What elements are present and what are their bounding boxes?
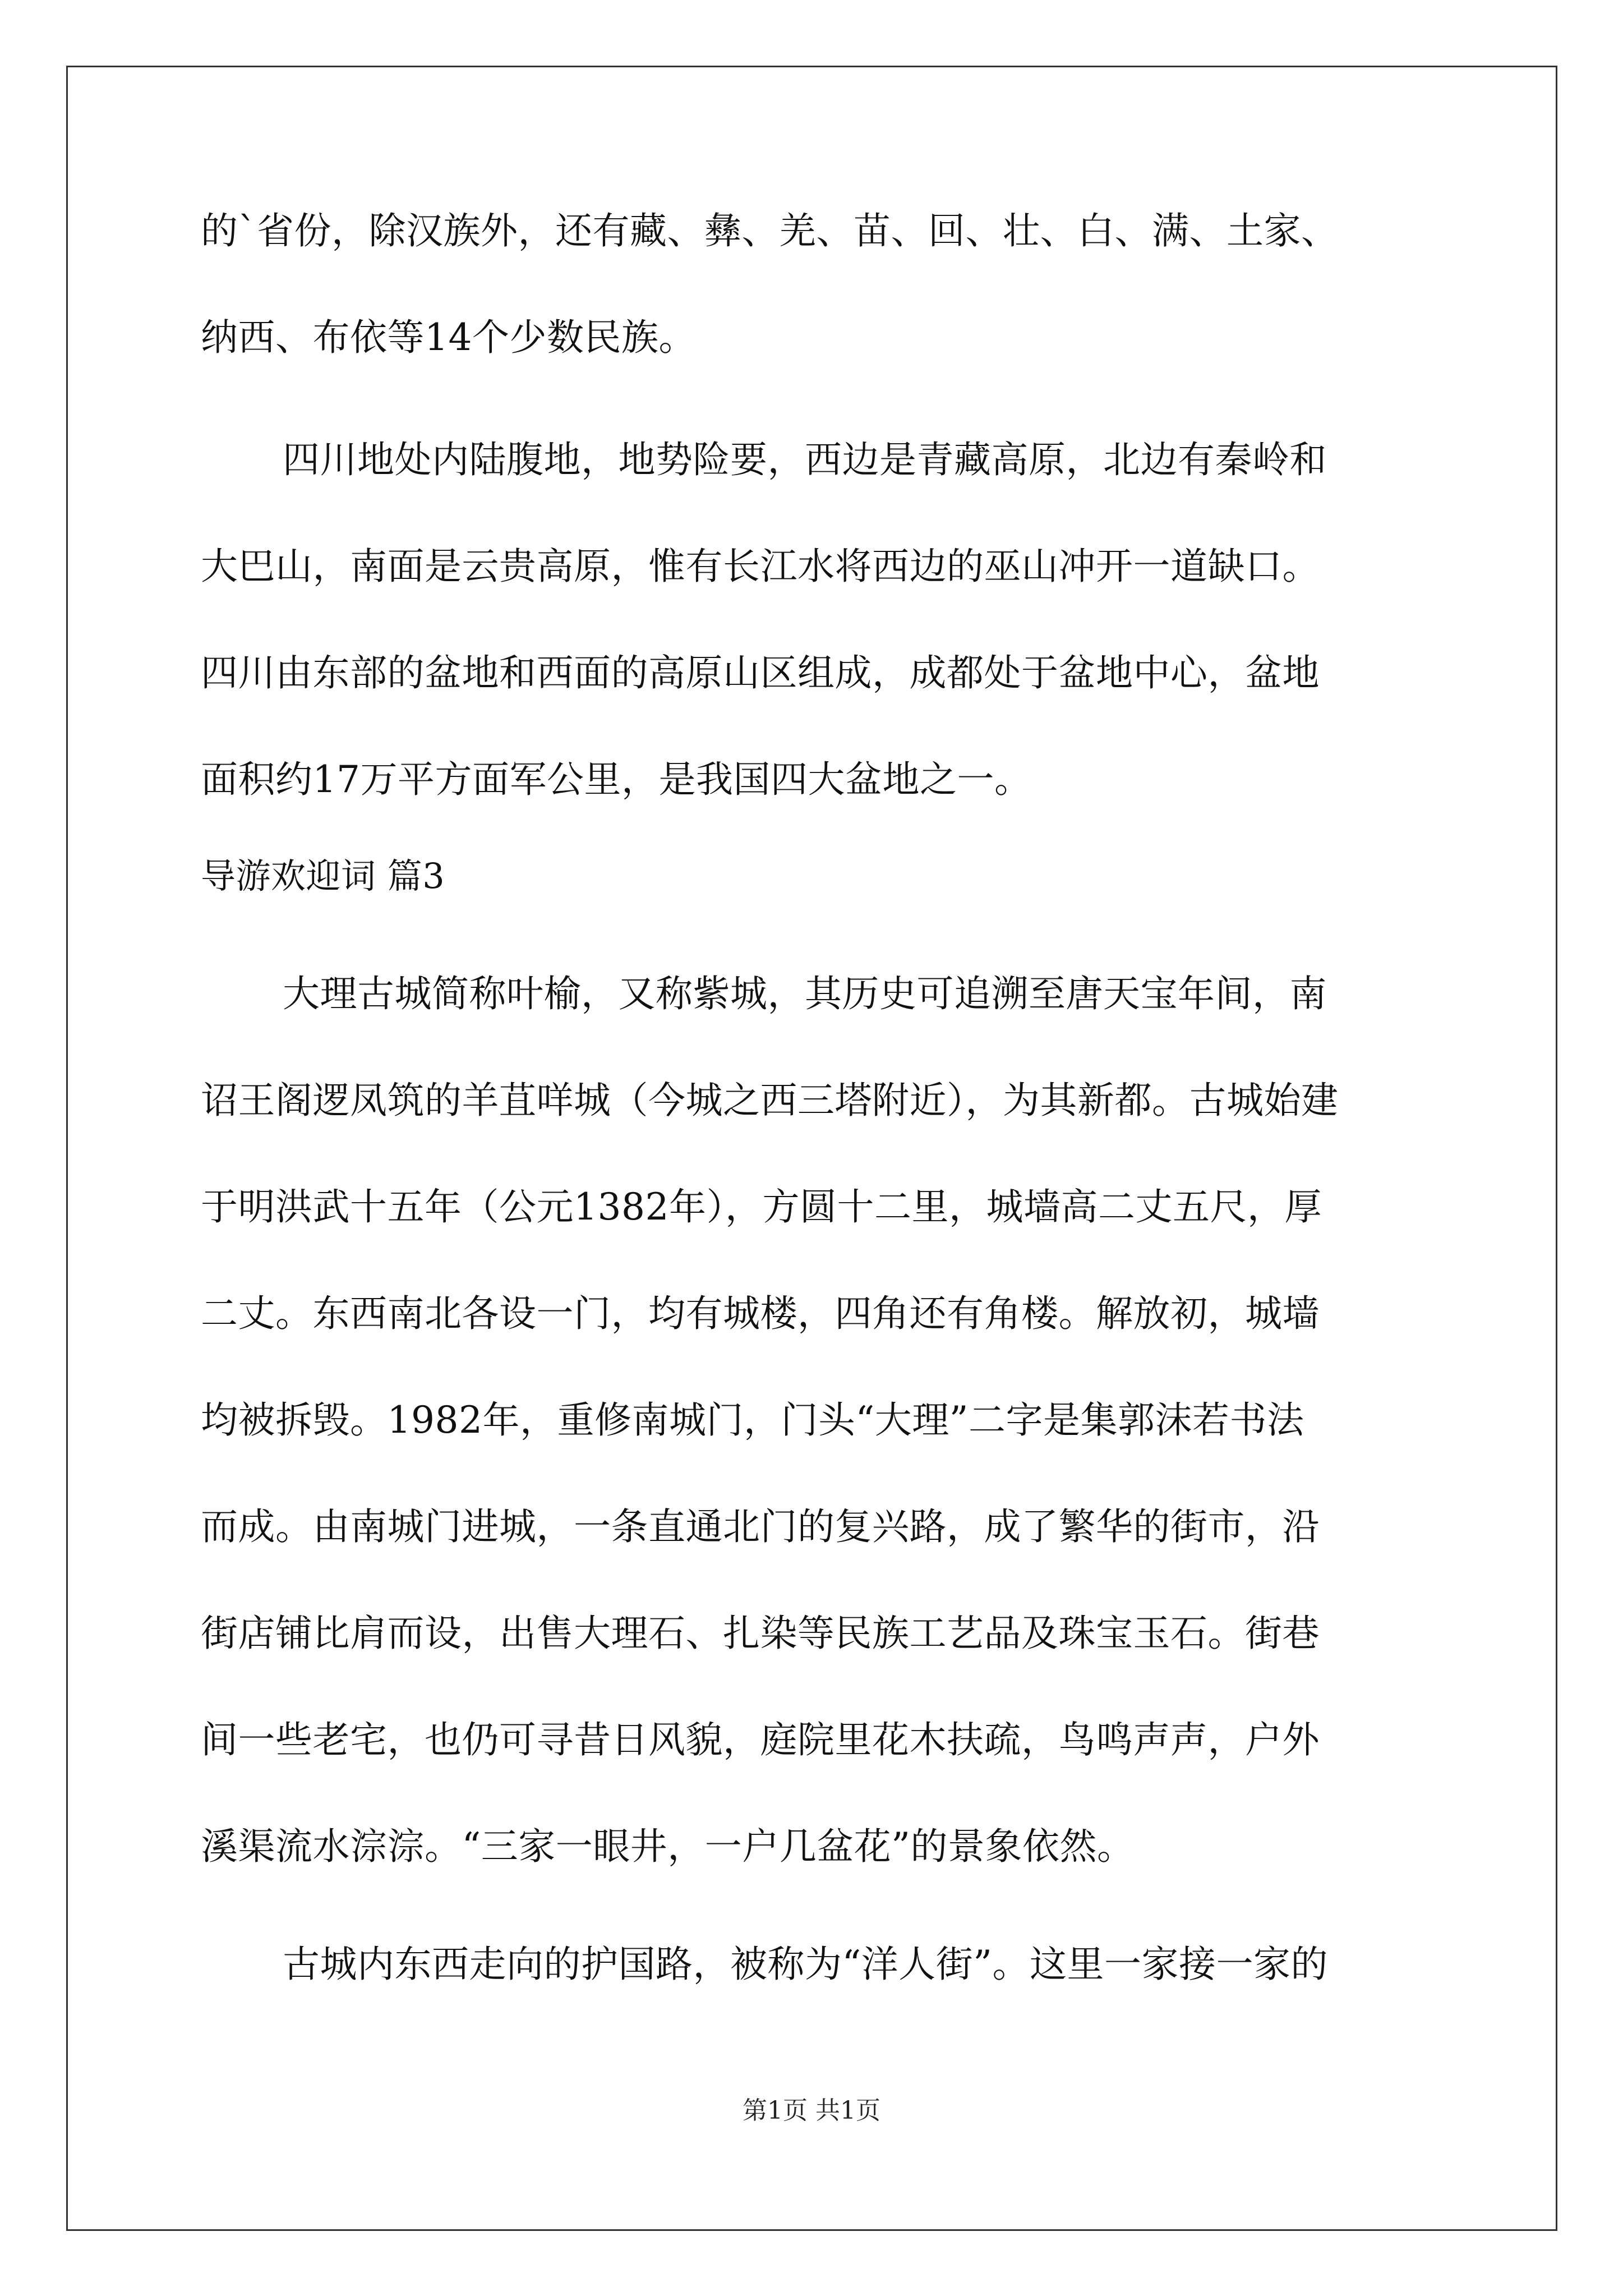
page-number-footer: 第1页 共1页: [743, 2096, 880, 2125]
text-line: 的`省份，除汉族外，还有藏、彝、羌、苗、回、壮、白、满、土家、: [201, 209, 1339, 252]
text-line: 四川由东部的盆地和西面的高原山区组成，成都处于盆地中心，盆地: [201, 651, 1320, 694]
text-line: 均被拆毁。1982年，重修南城门，门头“大理”二字是集郭沫若书法: [201, 1398, 1304, 1442]
section-heading: 导游欢迎词 篇3: [201, 855, 445, 896]
text-line: 面积约17万平方面军公里，是我国四大盆地之一。: [201, 758, 1032, 801]
text-line: 街店铺比肩而设，出售大理石、扎染等民族工艺品及珠宝玉石。街巷: [201, 1612, 1320, 1655]
text-line: 于明洪武十五年（公元1382年），方圆十二里，城墙高二丈五尺，厚: [201, 1185, 1322, 1228]
text-line: 诏王阁逻凤筑的羊苴咩城（今城之西三塔附近），为其新都。古城始建: [201, 1079, 1339, 1122]
text-line: 溪渠流水淙淙。“三家一眼井，一户几盆花”的景象依然。: [201, 1825, 1135, 1868]
text-line: 间一些老宅，也仍可寻昔日风貌，庭院里花木扶疏，鸟鸣声声，户外: [201, 1718, 1320, 1761]
text-line: 大巴山，南面是云贵高原，惟有长江水将西边的巫山冲开一道缺口。: [201, 545, 1320, 588]
paragraph-first-line: 大理古城简称叶榆，又称紫城，其历史可追溯至唐天宝年间，南: [283, 972, 1327, 1015]
page-frame: [66, 66, 1557, 2231]
text-line: 而成。由南城门进城，一条直通北门的复兴路，成了繁华的街市，沿: [201, 1505, 1320, 1548]
text-line: 纳西、布依等14个少数民族。: [201, 316, 696, 359]
paragraph-first-line: 四川地处内陆腹地，地势险要，西边是青藏高原，北边有秦岭和: [283, 438, 1327, 481]
text-line: 二丈。东西南北各设一门，均有城楼，四角还有角楼。解放初，城墙: [201, 1292, 1320, 1335]
paragraph-first-line: 古城内东西走向的护国路，被称为“洋人街”。这里一家接一家的: [283, 1943, 1328, 1986]
